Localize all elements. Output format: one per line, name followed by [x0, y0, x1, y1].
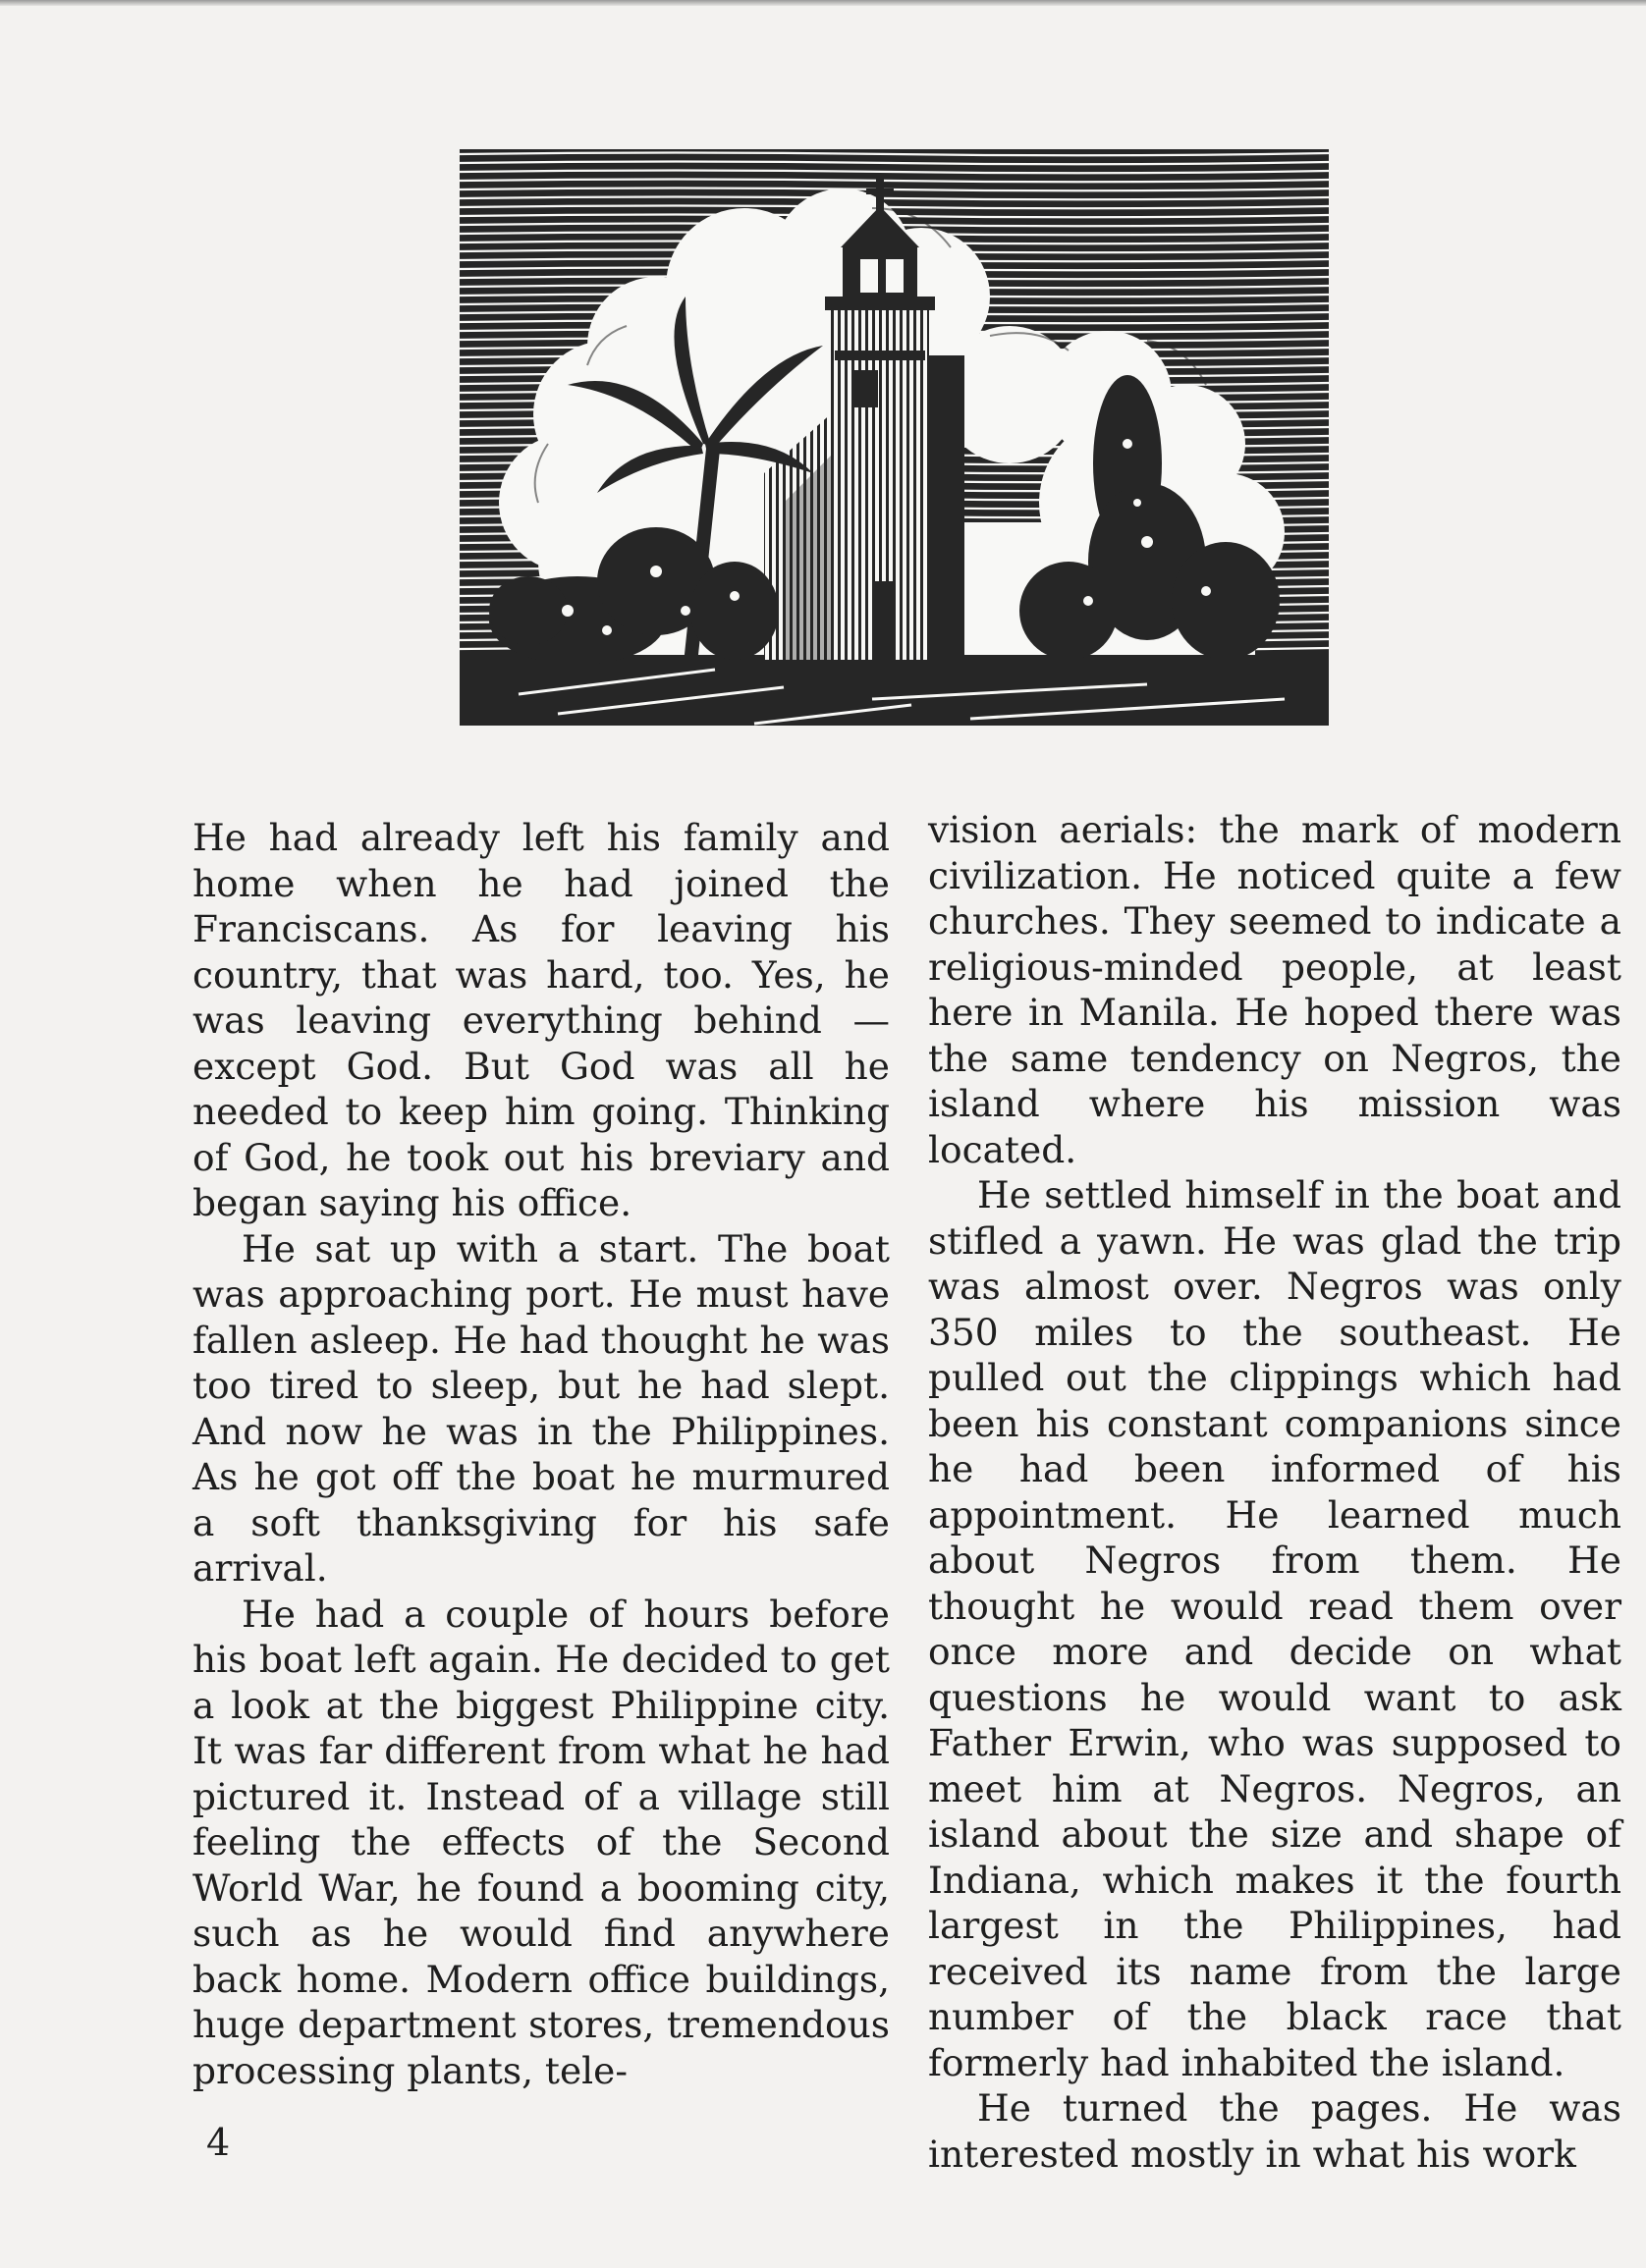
paragraph: vision aerials: the mark of modern civilization. He noticed quite a few churches. They seemed to indicate a religious-minded people, at least here in Manila. He hoped there was the same tendency on Negros, the island where his mission was located.: [928, 808, 1621, 1171]
paragraph: He had a couple of hours before his boat left again. He decided to get a look at the biggest Philippine city. It was far different from what he had pictured it. Instead of a village still feeling the effects of the Second World War, he found a booming city, such as he would find anywhere back home. Modern office buildings, huge department stores, tremendous processing plants, tele-: [192, 1592, 890, 2092]
text-column-left: [192, 815, 890, 2093]
mission-church-woodcut-icon: [460, 149, 1329, 726]
paragraph: He settled himself in the boat and stifled a yawn. He was glad the trip was almost over. Negros was only 350 miles to the southeast. He pulled out the clippings which had been his constant companions since he had been informed of his appointment. He learned much about Negros from them. He thought he would read them over once more and decide on what questions he would want to ask Father Erwin, who was supposed to meet him at Negros. Negros, an island about the size and shape of Indiana, which makes it the fourth largest in the Philippines, had received its name from the large number of the black race that formerly had inhabited the island.: [928, 1173, 1621, 2084]
paragraph: He had already left his family and home when he had joined the Franciscans. As for leaving his country, that was hard, too. Yes, he was leaving everything behind — except God. But God was all he needed to keep him going. Thinking of God, he took out his breviary and began saying his office.: [192, 816, 890, 1224]
page-top-edge: [0, 0, 1646, 6]
paragraph: He sat up with a start. The boat was approaching port. He must have fallen asleep. He had thought he was too tired to sleep, but he had slept. And now he was in the Philippines. As he got off the boat he murmured a soft thanksgiving for his safe arrival.: [192, 1226, 890, 1590]
page-number: 4: [206, 2121, 231, 2164]
text-column-right: [928, 807, 1621, 2177]
paragraph: He turned the pages. He was interested mostly in what his work: [928, 2086, 1621, 2176]
